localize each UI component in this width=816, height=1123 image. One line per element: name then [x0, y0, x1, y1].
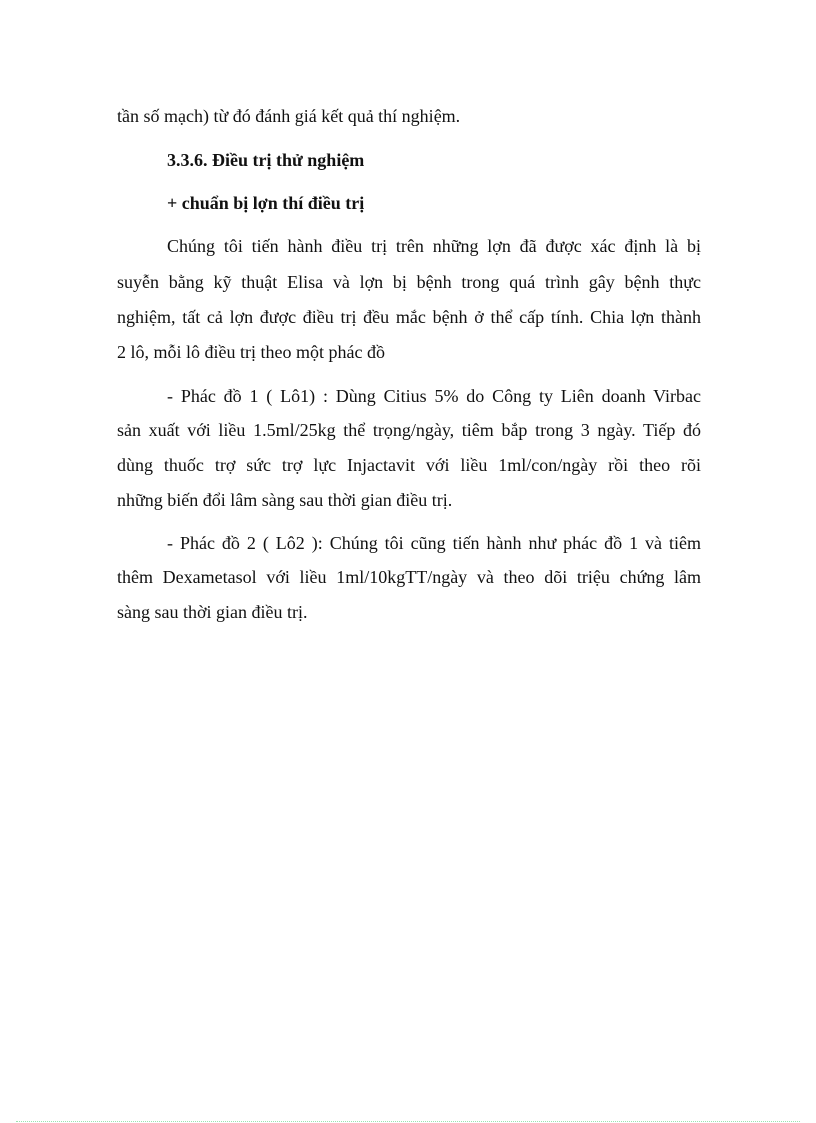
- section-heading: 3.3.6. Điều trị thử nghiệm: [167, 150, 365, 170]
- intro-line: tần số mạch) từ đó đánh giá kết quả thí nghiệm.: [117, 106, 461, 126]
- paragraph-line: - Phác đồ 1 ( Lô1) : Dùng Citius 5% do Công ty Liên doanh Virbac: [167, 386, 701, 406]
- subheading: + chuẩn bị lợn thí điều trị: [167, 193, 365, 213]
- paragraph-line: suyễn bằng kỹ thuật Elisa và lợn bị bệnh trong quá trình gây bệnh thực: [117, 272, 701, 292]
- paragraph-line: nghiệm, tất cả lợn được điều trị đều mắc bệnh ở thể cấp tính. Chia lợn thành: [117, 307, 701, 327]
- paragraph-line: dùng thuốc trợ sức trợ lực Injactavit với liều 1ml/con/ngày rồi theo rõi: [117, 455, 701, 475]
- paragraph-line: Chúng tôi tiến hành điều trị trên những lợn đã được xác định là bị: [167, 236, 701, 256]
- paragraph-line: thêm Dexametasol với liều 1ml/10kgTT/ngày và theo dõi triệu chứng lâm: [117, 567, 701, 587]
- paragraph-line: 2 lô, mỗi lô điều trị theo một phác đồ: [117, 342, 385, 362]
- paragraph-line: sàng sau thời gian điều trị.: [117, 602, 308, 622]
- paragraph-line: sản xuất với liều 1.5ml/25kg thể trọng/ngày, tiêm bắp trong 3 ngày. Tiếp đó: [117, 420, 701, 440]
- paragraph-line: những biến đổi lâm sàng sau thời gian điều trị.: [117, 490, 453, 510]
- paragraph-line: - Phác đồ 2 ( Lô2 ): Chúng tôi cũng tiến hành như phác đồ 1 và tiêm: [167, 533, 701, 553]
- page-bottom-dotted-rule: [16, 1121, 800, 1122]
